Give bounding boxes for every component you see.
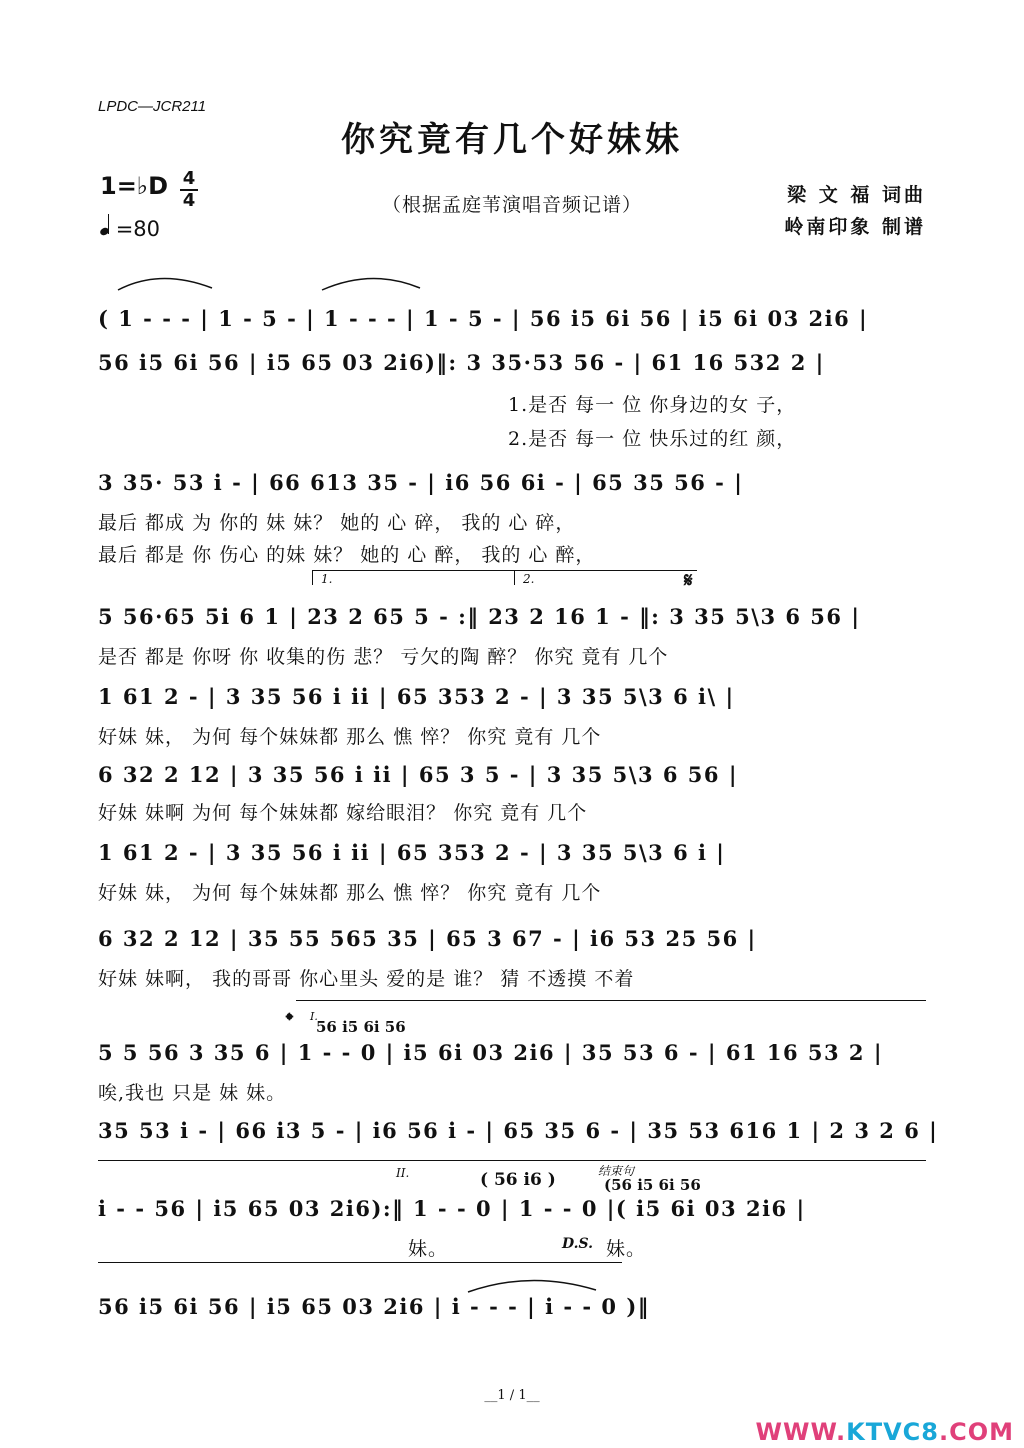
score-line-10: 35 53 i - | 66 i3 5 - | i6 56 i - | 65 35 6 - | 35 53 616 1 | 2 3 2 6 | (98, 1118, 939, 1143)
volta-label-II: II. (396, 1166, 410, 1180)
score-line-11: i - - 56 | i5 65 03 2i6):‖ 1 - - 0 | 1 - - 0 |( i5 6i 03 2i6 | (98, 1196, 806, 1221)
small-notes-11a: ( 56 i6 ) (480, 1170, 556, 1190)
volta-label-I: I. (310, 1010, 318, 1023)
volta-bracket-1: 1. (312, 570, 515, 585)
lyric-line-5: 好妹 妹， 为何 每个妹妹都 那么 憔 悴？ 你究 竟有 几个 (98, 726, 602, 748)
final-line-top (98, 1262, 622, 1263)
final-slur (460, 1270, 610, 1296)
tempo-value: =80 (115, 217, 161, 241)
watermark: WWW.KTVC8.COM (755, 1418, 1014, 1446)
lyric-line-8: 好妹 妹啊， 我的哥哥 你心里头 爱的是 谁？ 猜 不透摸 不着 (98, 968, 635, 990)
lyric-line-6: 好妹 妹啊 为何 每个妹妹都 嫁给眼泪？ 你究 竟有 几个 (98, 802, 588, 824)
lyric-line-2a: 1.是否 每一 位 你身边的女 子， (508, 394, 797, 416)
key-signature: 1=♭D (100, 172, 169, 200)
lyric-line-9: 唉,我也 只是 妹 妹。 (98, 1082, 287, 1104)
lyric-line-7: 好妹 妹， 为何 每个妹妹都 那么 憔 悴？ 你究 竟有 几个 (98, 882, 602, 904)
lyric-line-3a: 最后 都成 为 你的 妹 妹？ 她的 心 碎， 我的 心 碎， (98, 512, 576, 534)
ending-label: 结束句 (598, 1164, 635, 1178)
section-line (98, 1160, 926, 1161)
page-title: 你究竟有几个好妹妹 (341, 120, 683, 160)
score-line-3: 3 35· 53 i - | 66 613 35 - | i6 56 6i - | 65 35 56 - | (98, 470, 744, 495)
lyric-line-3b: 最后 都是 你 伤心 的妹 妹？ 她的 心 醉， 我的 心 醉， (98, 544, 596, 566)
score-line-2: 56 i5 6i 56 | i5 65 03 2i6)‖: 3 35·53 56 - | 61 16 532 2 | (98, 350, 825, 375)
lyric-line-11b: 妹。 (606, 1238, 647, 1260)
segno-icon: 𝄋 (684, 568, 693, 592)
time-signature-top: 4 (182, 168, 196, 189)
score-line-9: 5 5 56 3 35 6 | 1 - - 0 | i5 6i 03 2i6 | 35 53 6 - | 61 16 53 2 | (98, 1040, 883, 1065)
small-notes-9: 56 i5 6i 56 (316, 1018, 406, 1036)
volta-line-top (296, 1000, 926, 1001)
subtitle: （根据孟庭苇演唱音频记谱） (381, 194, 642, 216)
credit-composer: 梁 文 福 词曲 (787, 184, 926, 206)
page-number: __1 / 1__ (484, 1388, 540, 1403)
credit-transcriber: 岭南印象 制谱 (784, 216, 926, 238)
score-line-6: 6 32 2 12 | 3 35 56 i ii | 65 3 5 - | 3 35 5\3 6 56 | (98, 762, 738, 787)
dal-segno-mark: D.S. (562, 1236, 594, 1252)
lyric-line-4: 是否 都是 你呀 你 收集的伤 悲？ 亏欠的陶 醉？ 你究 竟有 几个 (98, 646, 669, 668)
time-signature-bottom: 4 (182, 190, 196, 211)
score-line-8: 6 32 2 12 | 35 55 565 35 | 65 3 67 - | i6 53 25 56 | (98, 926, 757, 951)
score-line-5: 1 61 2 - | 3 35 56 i ii | 65 353 2 - | 3 35 5\3 6 i\ | (98, 684, 735, 709)
lyric-line-2b: 2.是否 每一 位 快乐过的红 颜， (508, 428, 797, 450)
small-notes-11b: (56 i5 6i 56 (604, 1176, 701, 1194)
score-line-7: 1 61 2 - | 3 35 56 i ii | 65 353 2 - | 3 35 5\3 6 i | (98, 840, 726, 865)
coda-icon: 𝄌 (286, 1008, 293, 1032)
score-line-12: 56 i5 6i 56 | i5 65 03 2i6 | i - - - | i - - 0 )‖ (98, 1294, 650, 1319)
score-line-1: ( 1 - - - | 1 - 5 - | 1 - - - | 1 - 5 - | 56 i5 6i 56 | i5 6i 03 2i6 | (98, 306, 869, 331)
lyric-line-11: 妹。 (408, 1238, 449, 1260)
slur-marks (110, 266, 430, 296)
score-code: LPDC—JCR211 (98, 98, 207, 115)
tempo-mark (100, 216, 160, 241)
volta-bracket-2: 2. (514, 570, 697, 585)
score-line-4: 5 56·65 5i 6 1 | 23 2 65 5 - :‖ 23 2 16 1 - ‖: 3 35 5\3 6 56 | (98, 604, 861, 629)
